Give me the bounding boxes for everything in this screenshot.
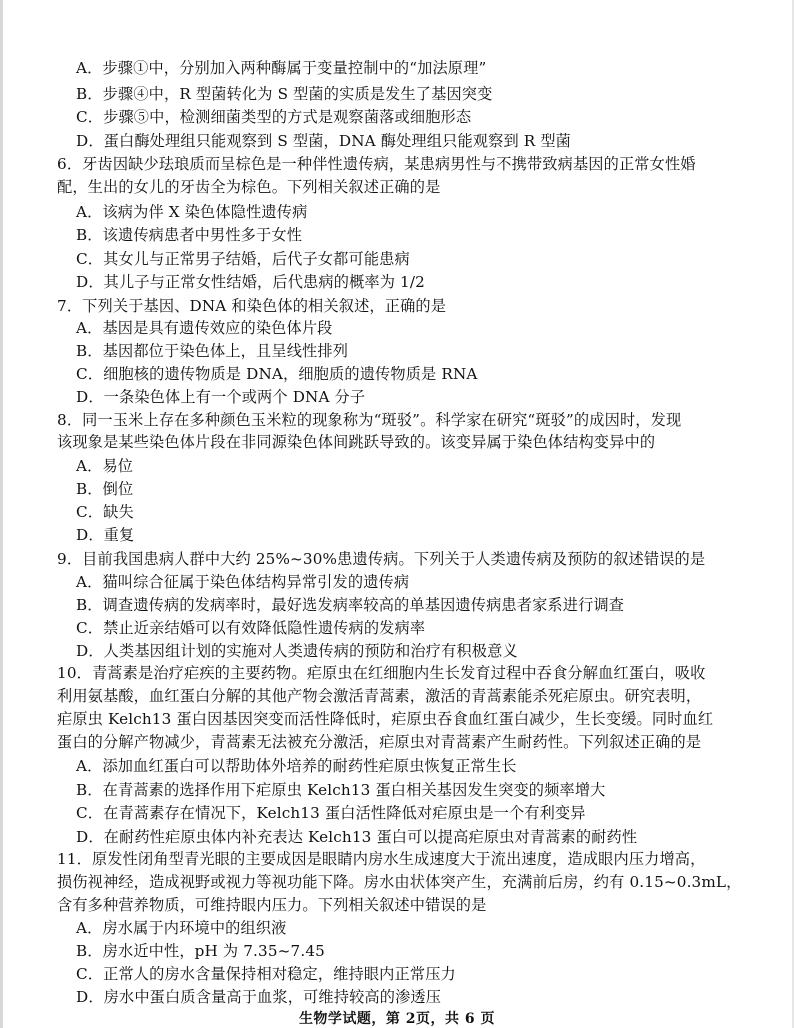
q6-option-d: D．其儿子与正常女性结婚，后代患病的概率为 1/2 [76,273,425,291]
q11-stem-line-2: 损伤视神经，造成视野或视力等视功能下降。房水由状体突产生，充满前后房，约有 0.15~0.3mL， [57,873,742,891]
q9-option-b: B．调查遗传病的发病率时，最好选发病率较高的单基因遗传病患者家系进行调查 [76,596,625,614]
q8-option-b: B．倒位 [76,480,134,498]
q11-stem-line-1: 11．原发性闭角型青光眼的主要成因是眼睛内房水生成速度大于流出速度，造成眼内压力增高， [57,850,706,868]
q7-option-c: C．细胞核的遗传物质是 DNA，细胞质的遗传物质是 RNA [76,365,478,383]
q5-option-c: C．步骤⑤中，检测细菌类型的方式是观察菌落或细胞形态 [76,108,472,126]
q7-stem: 7．下列关于基因、DNA 和染色体的相关叙述，正确的是 [57,297,447,315]
q9-option-d: D．人类基因组计划的实施对人类遗传病的预防和治疗有积极意义 [76,642,518,660]
q8-stem-line-1: 8．同一玉米上存在多种颜色玉米粒的现象称为“斑驳”。科学家在研究“斑驳”的成因时，发现 [57,411,682,429]
page-footer: 生物学试题，第 2页，共 6 页 [298,1011,496,1027]
q8-option-d: D．重复 [76,526,135,544]
q10-option-c: C．在青蒿素存在情况下，Kelch13 蛋白活性降低对疟原虫是一个有利变异 [76,804,586,822]
q6-stem-line-2: 配，生出的女儿的牙齿全为棕色。下列相关叙述正确的是 [57,178,441,196]
q7-option-a: A．基因是具有遗传效应的染色体片段 [76,319,333,337]
q8-option-c: C．缺失 [76,503,134,521]
q6-option-c: C．其女儿与正常男子结婚，后代子女都可能患病 [76,250,410,268]
q5-option-d: D．蛋白酶处理组只能观察到 S 型菌，DNA 酶处理组只能观察到 R 型菌 [76,132,572,150]
q9-stem: 9．目前我国患病人群中大约 25%~30%患遗传病。下列关于人类遗传病及预防的叙述错误的是 [57,550,706,568]
q9-option-c: C．禁止近亲结婚可以有效降低隐性遗传病的发病率 [76,619,426,637]
q11-option-d: D．房水中蛋白质含量高于血浆，可维持较高的渗透压 [76,988,442,1006]
q10-option-d: D．在耐药性疟原虫体内补充表达 Kelch13 蛋白可以提高疟原虫对青蒿素的耐药性 [76,828,638,846]
q10-option-b: B．在青蒿素的选择作用下疟原虫 Kelch13 蛋白相关基因发生突变的频率增大 [76,781,606,799]
q8-option-a: A．易位 [76,457,134,475]
q10-stem-line-2: 利用氨基酸，血红蛋白分解的其他产物会激活青蒿素，激活的青蒿素能杀死疟原虫。研究表明， [57,687,702,705]
q10-stem-line-3: 疟原虫 Kelch13 蛋白因基因突变而活性降低时，疟原虫吞食血红蛋白减少，生长变缓。同时血红 [57,710,714,728]
q6-option-b: B．该遗传病患者中男性多于女性 [76,226,303,244]
q10-stem-line-1: 10．青蒿素是治疗疟疾的主要药物。疟原虫在红细胞内生长发育过程中吞食分解血红蛋白，吸收 [57,664,706,682]
q11-option-c: C．正常人的房水含量保持相对稳定，维持眼内正常压力 [76,965,456,983]
q10-stem-line-4: 蛋白的分解产物减少，青蒿素无法被充分激活，疟原虫对青蒿素产生耐药性。下列叙述正确的是 [57,733,702,751]
q6-stem-line-1: 6．牙齿因缺少珐琅质而呈棕色是一种伴性遗传病，某患病男性与不携带致病基因的正常女性婚 [57,155,696,173]
q5-option-a: A．步骤①中，分别加入两种酶属于变量控制中的“加法原理” [76,59,487,77]
q9-option-a: A．猫叫综合征属于染色体结构异常引发的遗传病 [76,573,410,591]
q10-option-a: A．添加血红蛋白可以帮助体外培养的耐药性疟原虫恢复正常生长 [76,757,517,775]
scan-edge-left [0,0,3,1028]
q11-stem-line-3: 含有多种营养物质，可维持眼内压力。下列相关叙述中错误的是 [57,896,487,914]
q7-option-b: B．基因都位于染色体上，且呈线性排列 [76,342,349,360]
q11-option-a: A．房水属于内环境中的组织液 [76,919,287,937]
q11-option-b: B．房水近中性，pH 为 7.35~7.45 [76,942,325,960]
q8-stem-line-2: 该现象是某些染色体片段在非同源染色体间跳跃导致的。该变异属于染色体结构变异中的 [57,433,656,451]
q6-option-a: A．该病为伴 X 染色体隐性遗传病 [76,203,308,221]
q7-option-d: D．一条染色体上有一个或两个 DNA 分子 [76,388,366,406]
q5-option-b: B．步骤④中，R 型菌转化为 S 型菌的实质是发生了基因突变 [76,85,493,103]
